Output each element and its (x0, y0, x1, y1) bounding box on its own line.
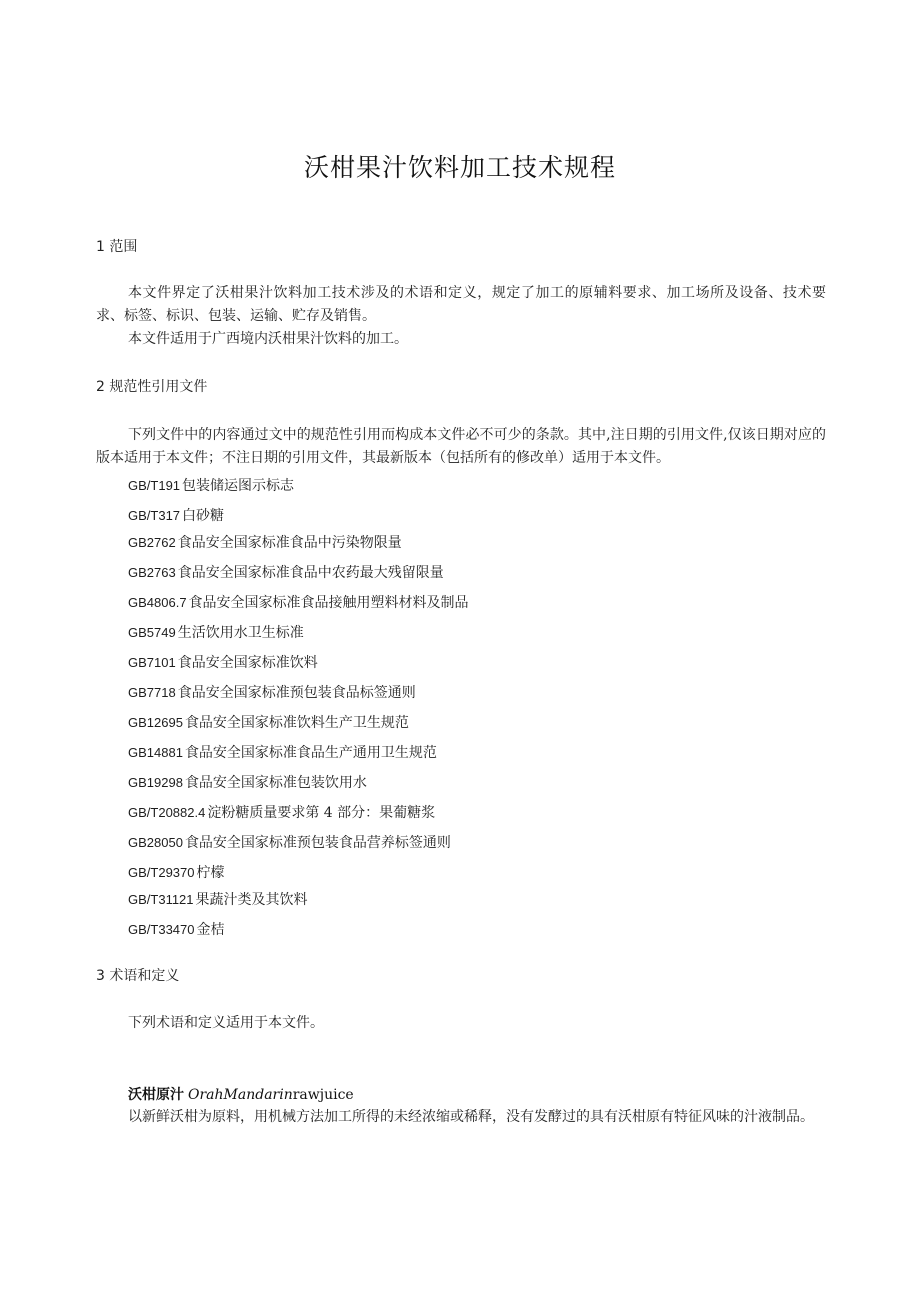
term-entry (128, 1084, 354, 1104)
reference-code: GB28050 (128, 835, 183, 850)
section-2-heading: 2 规范性引用文件 (96, 379, 208, 395)
reference-name: 食品安全国家标准饮料生产卫生规范 (184, 715, 409, 731)
reference-item (128, 652, 318, 672)
reference-name: 食品安全国家标准食品中农药最大残留限量 (177, 565, 444, 581)
reference-item (128, 919, 225, 939)
section-3-paragraph: 下列术语和定义适用于本文件。 (128, 1015, 324, 1031)
reference-item (128, 802, 435, 822)
reference-name: 淀粉糖质量要求第 4 部分：果葡糖浆 (207, 805, 436, 821)
reference-name: 食品安全国家标准预包装食品营养标签通则 (184, 835, 451, 851)
section-1-heading: 1 范围 (96, 239, 138, 255)
reference-name: 包装储运图示标志 (182, 478, 295, 494)
term-english-rest: rawjuice (292, 1087, 354, 1103)
reference-name: 食品安全国家标准预包装食品标签通则 (177, 685, 416, 701)
reference-item (128, 475, 294, 495)
reference-name: 金桔 (196, 922, 225, 938)
reference-name: 食品安全国家标准食品接触用塑料材料及制品 (188, 595, 469, 611)
section-1-paragraph-2: 本文件适用于广西境内沃柑果汁饮料的加工。 (128, 331, 408, 347)
reference-name: 果蔬汁类及其饮料 (195, 892, 308, 908)
reference-name: 食品安全国家标准食品生产通用卫生规范 (184, 745, 437, 761)
reference-name: 生活饮用水卫生标准 (177, 625, 304, 641)
reference-code: GB7718 (128, 685, 176, 700)
reference-code: GB14881 (128, 745, 183, 760)
reference-code: GB/T33470 (128, 922, 195, 937)
reference-name: 白砂糖 (182, 508, 225, 524)
reference-item (128, 742, 437, 762)
reference-code: GB7101 (128, 655, 176, 670)
reference-code: GB/T20882.4 (128, 805, 206, 820)
reference-item (128, 832, 451, 852)
reference-code: GB/T31121 (128, 892, 194, 907)
term-chinese: 沃柑原汁 (128, 1087, 184, 1103)
section-2-paragraph: 下列文件中的内容通过文中的规范性引用而构成本文件必不可少的条款。其中,注日期的引用文件,仅该日期对应的版本适用于本文件；不注日期的引用文件，其最新版本（包括所有的修改单）适用于本文件。 (96, 427, 826, 466)
reference-item (128, 622, 304, 642)
reference-code: GB/T29370 (128, 865, 195, 880)
reference-item (128, 532, 402, 552)
reference-code: GB5749 (128, 625, 176, 640)
term-definition: 以新鲜沃柑为原料，用机械方法加工所得的未经浓缩或稀释，没有发酵过的具有沃柑原有特征风味的汁液制品。 (128, 1109, 814, 1125)
reference-item (128, 712, 409, 732)
reference-name: 食品安全国家标准饮料 (177, 655, 318, 671)
reference-code: GB2763 (128, 565, 176, 580)
reference-item (128, 772, 367, 792)
document-title: 沃柑果汁饮料加工技术规程 (303, 153, 616, 182)
reference-item (128, 505, 224, 525)
reference-code: GB4806.7 (128, 595, 187, 610)
section-3-heading: 3 术语和定义 (96, 968, 180, 984)
reference-item (128, 862, 225, 882)
reference-item (128, 682, 416, 702)
term-english-italic: OrahMandarin (188, 1087, 293, 1103)
reference-name: 柠檬 (196, 865, 225, 881)
reference-name: 食品安全国家标准包装饮用水 (184, 775, 367, 791)
reference-code: GB12695 (128, 715, 183, 730)
section-1-paragraph-1: 本文件界定了沃柑果汁饮料加工技术涉及的术语和定义，规定了加工的原辅料要求、加工场所及设备、技术要求、标签、标识、包装、运输、贮存及销售。 (96, 285, 826, 324)
reference-code: GB19298 (128, 775, 183, 790)
reference-code: GB/T191 (128, 478, 181, 493)
reference-item (128, 562, 444, 582)
reference-code: GB/T317 (128, 508, 181, 523)
reference-name: 食品安全国家标准食品中污染物限量 (177, 535, 402, 551)
reference-item (128, 889, 308, 909)
reference-code: GB2762 (128, 535, 176, 550)
reference-item (128, 592, 469, 612)
